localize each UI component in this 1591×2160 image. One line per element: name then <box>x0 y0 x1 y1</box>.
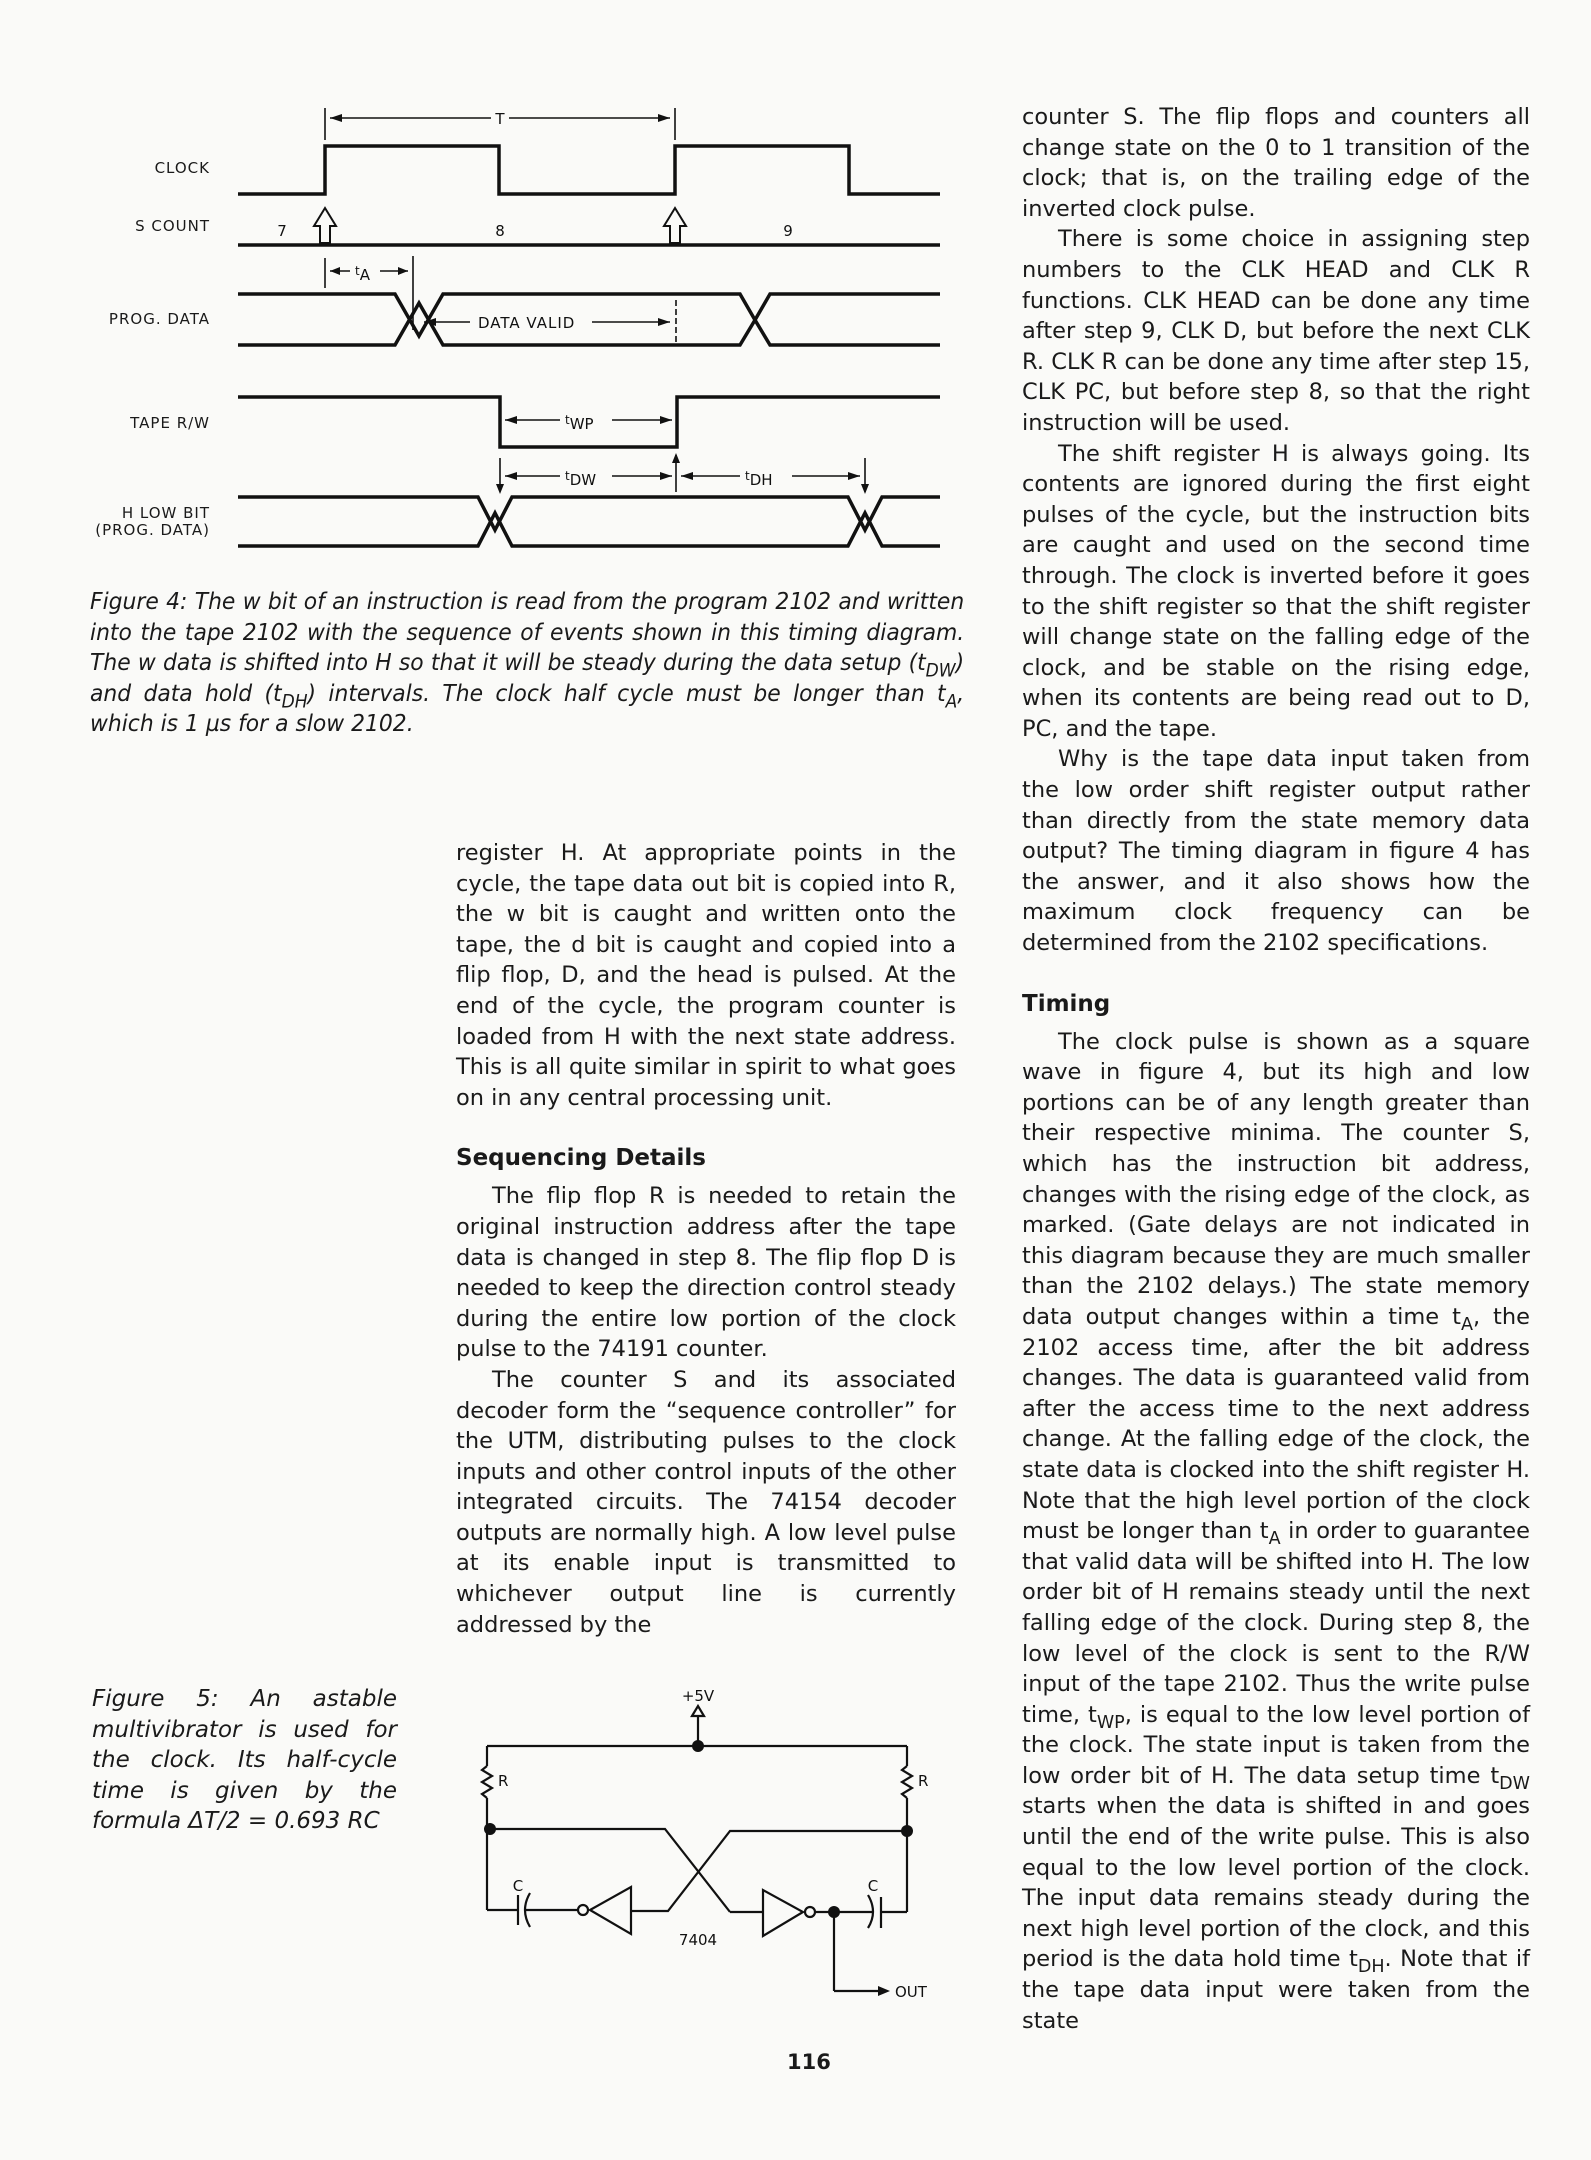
tdw-label: tDW <box>565 469 597 489</box>
output-label: OUT <box>895 1983 927 2001</box>
signal-label-prog-data: PROG. DATA <box>108 310 210 328</box>
paragraph: register H. At appropriate points in the cycle, the tape data out bit is copied into R, the w bit is caught and written onto the tape, the d bit is caught and copied into a flip flop, D, and the head is pulsed. At the end of the cycle, the program counter is loaded from H with the next state address. This is all quite similar in spirit to what goes on in any central processing unit. <box>456 840 956 1111</box>
resistor-label-right: R <box>918 1772 929 1790</box>
resistor-label-left: R <box>498 1772 509 1790</box>
paragraph: The shift register H is always going. Its contents are ignored during the first eight pulses of the cycle, but the instruction bits are caught and used on the second time through. The clock is inverted before it goes to the shift register so that the shift register will change state on the falling edge of the clock, and be stable on the rising edge, when its contents are being read out to D, PC, and the tape. <box>1022 440 1530 742</box>
s-count-7: 7 <box>277 222 287 240</box>
signal-label-tape-rw: TAPE R/W <box>130 414 210 432</box>
signal-label-s-count: S COUNT <box>135 217 210 235</box>
capacitor-label-right: C <box>867 1877 879 1895</box>
data-valid-label: DATA VALID <box>478 314 576 332</box>
figure-5-schematic <box>460 1680 960 2035</box>
supply-label: +5V <box>681 1687 715 1705</box>
twp-label: tWP <box>565 413 594 433</box>
paragraph: The flip flop R is needed to retain the original instruction address after the tape data is changed in step 8. The flip flop D is needed to keep the direction control steady during the entire low portion of the clock pulse to the 74191 counter. <box>456 1183 956 1363</box>
signal-label-h-low-bit: H LOW BIT <box>121 504 210 522</box>
page-number: 116 <box>787 2050 831 2074</box>
s-count-8: 8 <box>495 222 505 240</box>
multivibrator-circuit <box>460 1680 960 2030</box>
section-heading-sequencing: Sequencing Details <box>456 1145 707 1172</box>
paragraph: The counter S and its associated decoder form the “sequence controller” for the UTM, distributing pulses to the clock inputs and other control inputs of the other integrated circuits. The 74154 decoder outputs are normally high. A low level pulse at its enable input is transmitted to whichever output line is currently addressed by the <box>456 1366 956 1638</box>
figure-4-caption: Figure 4: The w bit of an instruction is read from the program 2102 and written into the tape 2102 with the sequence of events shown in this timing diagram. The w data is shifted into H so that it will be steady during the data setup $(t_{DW})$ and data hold $(t_{DH})$ intervals. The clock half cycle must be longer than $t_A$, which is 1 µs for a slow 2102. <box>90 587 965 737</box>
capacitor-label-left: C <box>512 1877 524 1895</box>
tdh-label: tDH <box>745 469 773 489</box>
paragraph: counter S. The flip flops and counters all change state on the 0 to 1 transition of the clock; that is, on the trailing edge of the inverted clock pulse. <box>1022 104 1530 222</box>
signal-label-h-low-bit-sub: (PROG. DATA) <box>95 521 210 539</box>
paragraph: There is some choice in assigning step numbers to the CLK HEAD and CLK R functions. CLK HEAD can be done any time after step 9, CLK D, but before the next CLK R. CLK R can be done any time after step 15, CLK PC, but before step 8, so that the right instruction will be used. <box>1022 226 1530 436</box>
ta-label: tA <box>355 264 370 284</box>
paragraph: The clock pulse is shown as a square wave in figure 4, but its high and low portions can be of any length greater than their respective minima. The counter S, which has the instruction bit address, changes with the rising edge of the clock, as marked. (Gate delays are not indicated in this diagram because they are much smaller than the 2102 delays.) The state memory data output changes within a time $t_A$, the 2102 access time, after the bit address changes. The data is guaranteed valid from after the access time to the next address change. At the falling edge of the clock, the state data is clocked into the shift register H. Note that the high level portion of the clock must be longer than $t_A$ in order to guarantee that valid data will be shifted into H. The low order bit of H remains steady until the next falling edge of the clock. During step 8, the low level of the clock is sent to the R/W input of the tape 2102. Thus the write pulse time, $t_{WP}$, is equal to the low level portion of the clock. The state input is taken from the low order bit of H. The data setup time $t_{DW}$ starts when the data is shifted in and goes until the end of the write pulse. This is also equal to the low level portion of the clock. The input data remains steady during the next high level portion of the clock, and this period is the data hold time $t_{DH}$. Note that if the tape data input were taken from the state <box>1022 1028 1530 2034</box>
figure-5-caption: Figure 5: An astable multivibrator is used for the clock. Its half-cycle time is given by the formula ΔT/2 = 0.693 RC <box>92 1686 397 1835</box>
s-count-9: 9 <box>783 222 793 240</box>
middle-column <box>456 838 956 1640</box>
signal-label-clock: CLOCK <box>154 159 210 177</box>
right-column <box>1022 102 1530 2036</box>
paragraph: Why is the tape data input taken from the low order shift register output rather than directly from the state memory data output? The timing diagram in figure 4 has the answer, and it also shows how the maximum clock frequency can be determined from the 2102 specifications. <box>1022 746 1530 957</box>
section-heading-timing: Timing <box>1022 990 1111 1017</box>
period-label: T <box>495 110 505 128</box>
chip-label: 7404 <box>678 1931 718 1949</box>
